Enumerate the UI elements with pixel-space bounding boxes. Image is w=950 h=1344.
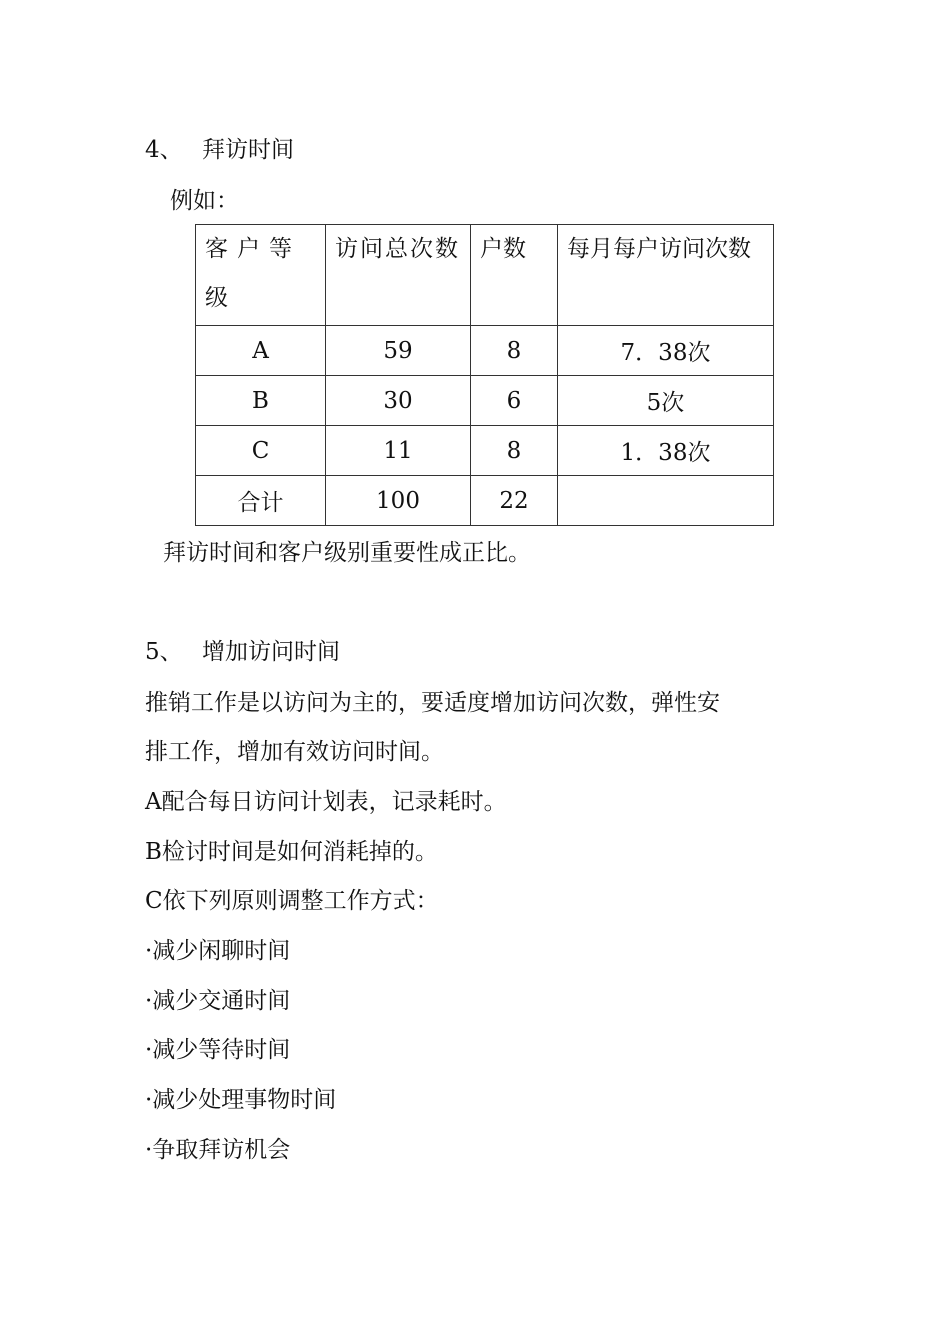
cell-monthly-visits: 1．38次 — [558, 426, 774, 476]
header-customer-level: 客户等级 — [196, 225, 326, 326]
step-b: B检讨时间是如何消耗掉的。 — [145, 839, 438, 865]
table-header-row — [196, 225, 774, 326]
cell-level: B — [196, 376, 326, 426]
header-households: 户数 — [471, 225, 558, 326]
cell-monthly-visits: 5次 — [558, 376, 774, 426]
table-row — [196, 376, 774, 426]
section-4-number: 4、 — [145, 137, 183, 163]
cell-households: 8 — [471, 326, 558, 376]
cell-level: A — [196, 326, 326, 376]
step-a: A配合每日访问计划表，记录耗时。 — [145, 789, 507, 815]
table-row — [196, 326, 774, 376]
header-total-visits: 访问总次数 — [326, 225, 471, 326]
section-5-number: 5、 — [145, 639, 183, 665]
cell-monthly-visits-empty — [558, 476, 774, 526]
cell-level: C — [196, 426, 326, 476]
section-5-heading — [145, 635, 340, 669]
step-c: C依下列原则调整工作方式： — [145, 888, 439, 914]
header-monthly-visits-per-household: 每月每户访问次数 — [558, 225, 774, 326]
section-5-title: 增加访问时间 — [202, 639, 340, 665]
bullet-item: ·减少交通时间 — [145, 988, 291, 1014]
cell-households: 6 — [471, 376, 558, 426]
cell-total-label: 合计 — [196, 476, 326, 526]
section-5-intro-line-1: 推销工作是以访问为主的，要适度增加访问次数，弹性安 — [145, 690, 720, 716]
bullet-item: ·争取拜访机会 — [145, 1137, 291, 1163]
cell-monthly-visits: 7．38次 — [558, 326, 774, 376]
cell-total-visits: 11 — [326, 426, 471, 476]
cell-households: 8 — [471, 426, 558, 476]
table-row — [196, 426, 774, 476]
cell-total-visits: 30 — [326, 376, 471, 426]
section-4-note: 拜访时间和客户级别重要性成正比。 — [163, 540, 531, 566]
cell-total-visits: 59 — [326, 326, 471, 376]
bullet-item: ·减少等待时间 — [145, 1037, 291, 1063]
example-label: 例如： — [170, 188, 239, 214]
cell-total-visits-sum: 100 — [326, 476, 471, 526]
section-4-heading — [145, 133, 294, 167]
bullet-item: ·减少闲聊时间 — [145, 938, 291, 964]
section-4-title: 拜访时间 — [202, 137, 294, 163]
visit-frequency-table — [195, 224, 774, 526]
bullet-item: ·减少处理事物时间 — [145, 1087, 337, 1113]
section-5-intro-line-2: 排工作，增加有效访问时间。 — [145, 739, 444, 765]
cell-households-sum: 22 — [471, 476, 558, 526]
table-total-row — [196, 476, 774, 526]
